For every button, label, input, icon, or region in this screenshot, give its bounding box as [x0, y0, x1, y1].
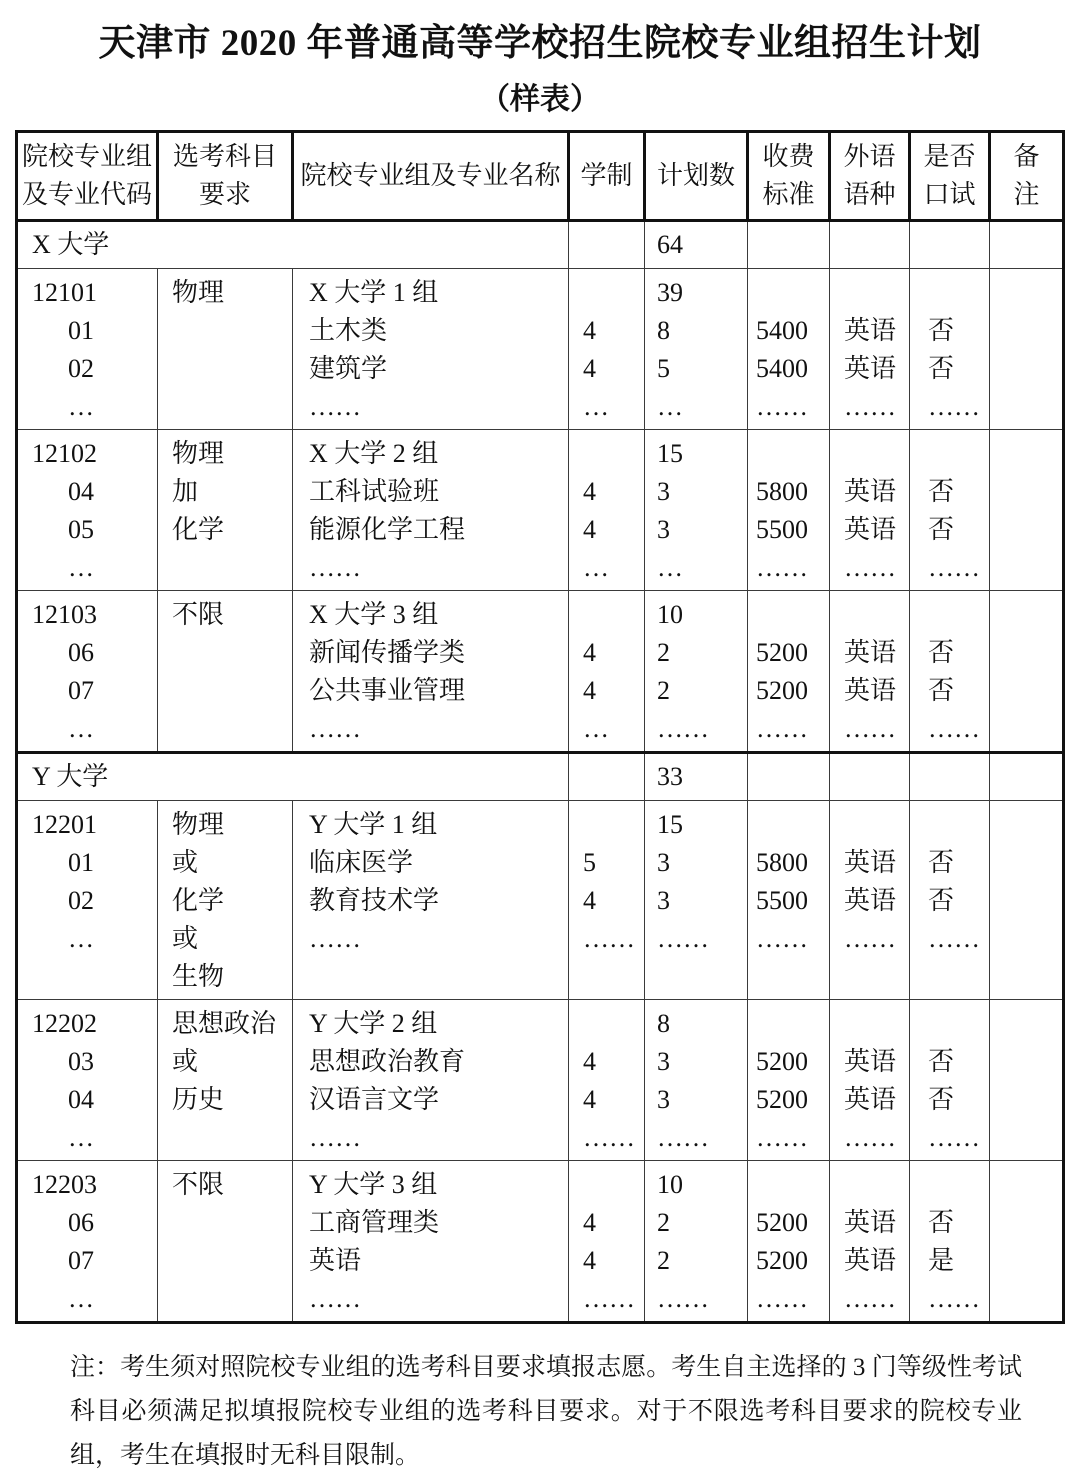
cell-line: 5200 — [756, 676, 808, 705]
cell-line: …… — [844, 714, 896, 743]
cell-line: 4 — [583, 638, 596, 667]
cell-line: … — [68, 1123, 94, 1152]
cell-line: 10 — [657, 1170, 683, 1199]
column-header-lang — [830, 132, 910, 221]
cell-line: …… — [309, 553, 361, 582]
cell-line: 英语 — [844, 316, 897, 345]
cell-line: … — [657, 553, 683, 582]
cell-line: 物理 — [172, 278, 225, 307]
column-header-plan — [645, 132, 748, 221]
cell-line: 化学 — [172, 886, 225, 915]
group-row-12103 — [17, 591, 1064, 753]
cell-line — [844, 1166, 909, 1204]
university-name: X 大学 — [17, 221, 569, 269]
cell-lang — [830, 591, 910, 753]
cell-line: 8 — [657, 1009, 670, 1038]
cell-line: …… — [928, 714, 980, 743]
cell-line: 否 — [928, 676, 955, 705]
cell-line: 05 — [68, 515, 94, 544]
cell-line: …… — [309, 1123, 361, 1152]
cell-years — [569, 1161, 645, 1323]
cell-line: …… — [844, 1284, 896, 1313]
cell-line: 8 — [657, 316, 670, 345]
group-row-12203 — [17, 1161, 1064, 1323]
cell-line: 新闻传播学类 — [309, 638, 466, 667]
cell-line: 思想政治 — [172, 1009, 277, 1038]
cell-line: … — [583, 392, 609, 421]
cell-remark — [990, 430, 1064, 591]
cell-line: 2 — [657, 676, 670, 705]
cell-line: 5400 — [756, 316, 808, 345]
cell-line: 5800 — [756, 477, 808, 506]
cell-line: 否 — [928, 354, 955, 383]
cell-line: 英语 — [844, 676, 897, 705]
cell-plan — [645, 269, 748, 430]
cell-line: …… — [657, 714, 709, 743]
cell-line: 3 — [657, 1085, 670, 1114]
cell-line — [844, 274, 909, 312]
cell-lang — [830, 269, 910, 430]
cell-line: 能源化学工程 — [309, 515, 466, 544]
cell-line: 39 — [657, 278, 683, 307]
cell-line: 5200 — [756, 638, 808, 667]
column-header-line: 及专业代码 — [21, 180, 152, 209]
cell-years — [569, 269, 645, 430]
column-header-line: 备 — [1013, 142, 1040, 171]
cell-line: 4 — [583, 515, 596, 544]
cell-line: 公共事业管理 — [309, 676, 466, 705]
cell-line: …… — [844, 392, 896, 421]
cell-code — [17, 1000, 158, 1161]
cell-line: 3 — [657, 848, 670, 877]
university-remark-cell — [990, 221, 1064, 269]
cell-code — [17, 430, 158, 591]
cell-line: …… — [583, 924, 635, 953]
cell-line: 否 — [928, 1208, 955, 1237]
cell-line — [583, 806, 644, 844]
cell-line: 物理 — [172, 439, 225, 468]
cell-line: 生物 — [172, 962, 225, 991]
cell-line: 5200 — [756, 1246, 808, 1275]
cell-line: 12201 — [32, 810, 97, 839]
cell-line: 5200 — [756, 1208, 808, 1237]
cell-remark — [990, 1161, 1064, 1323]
cell-line — [928, 1005, 989, 1043]
cell-line: 4 — [583, 676, 596, 705]
cell-lang — [830, 1161, 910, 1323]
cell-line — [756, 435, 829, 473]
cell-remark — [990, 269, 1064, 430]
cell-name — [293, 591, 569, 753]
cell-line — [928, 596, 989, 634]
cell-line: 否 — [928, 848, 955, 877]
group-row-12101 — [17, 269, 1064, 430]
cell-line: 教育技术学 — [309, 886, 440, 915]
cell-line: 4 — [583, 1047, 596, 1076]
cell-subject — [158, 591, 293, 753]
cell-line: …… — [928, 553, 980, 582]
cell-fee — [748, 591, 830, 753]
cell-line — [756, 274, 829, 312]
cell-lang — [830, 801, 910, 1000]
university-lang-cell — [830, 221, 910, 269]
cell-oral — [910, 269, 990, 430]
cell-line: … — [68, 714, 94, 743]
cell-line: 06 — [68, 638, 94, 667]
cell-line: 4 — [583, 477, 596, 506]
cell-line: 是 — [928, 1246, 955, 1275]
cell-oral — [910, 1000, 990, 1161]
page-title: 天津市 2020 年普通高等学校招生院校专业组招生计划 — [98, 23, 982, 64]
cell-name — [293, 430, 569, 591]
cell-subject — [158, 1161, 293, 1323]
cell-line: 5400 — [756, 354, 808, 383]
column-header-years — [569, 132, 645, 221]
university-fee-cell — [748, 753, 830, 801]
cell-line: 英语 — [844, 477, 897, 506]
cell-line: 5500 — [756, 515, 808, 544]
cell-line: …… — [844, 924, 896, 953]
cell-line: …… — [844, 1123, 896, 1152]
cell-line: …… — [583, 1284, 635, 1313]
column-header-line: 注 — [1013, 180, 1040, 209]
university-oral-cell — [910, 753, 990, 801]
cell-line: … — [583, 714, 609, 743]
cell-remark — [990, 591, 1064, 753]
university-name: Y 大学 — [17, 753, 569, 801]
cell-line: … — [657, 392, 683, 421]
cell-line — [928, 274, 989, 312]
university-plan-total: 64 — [645, 221, 748, 269]
cell-line: 或 — [172, 1047, 199, 1076]
cell-line: … — [68, 1284, 94, 1313]
column-header-line: 是否 — [923, 142, 976, 171]
table-body — [17, 221, 1064, 1323]
cell-line: 04 — [68, 1085, 94, 1114]
cell-plan — [645, 801, 748, 1000]
page-subtitle: （样表） — [480, 83, 600, 116]
column-header-line: 要求 — [198, 180, 251, 209]
cell-lang — [830, 1000, 910, 1161]
cell-line: 否 — [928, 1047, 955, 1076]
cell-line: 5500 — [756, 886, 808, 915]
cell-years — [569, 591, 645, 753]
cell-years — [569, 430, 645, 591]
cell-line: 否 — [928, 515, 955, 544]
cell-line: 英语 — [844, 515, 897, 544]
cell-code — [17, 591, 158, 753]
cell-line: 工商管理类 — [309, 1208, 440, 1237]
cell-line: 3 — [657, 477, 670, 506]
cell-line: … — [68, 924, 94, 953]
university-row — [17, 221, 1064, 269]
cell-subject — [158, 430, 293, 591]
cell-line — [583, 274, 644, 312]
cell-fee — [748, 430, 830, 591]
cell-name — [293, 1000, 569, 1161]
cell-line: 4 — [583, 354, 596, 383]
cell-line: …… — [657, 1284, 709, 1313]
cell-line: 15 — [657, 810, 683, 839]
cell-line: 英语 — [844, 848, 897, 877]
cell-line: 4 — [583, 1085, 596, 1114]
cell-line — [583, 1005, 644, 1043]
university-fee-cell — [748, 221, 830, 269]
cell-line: 07 — [68, 1246, 94, 1275]
cell-line: 5 — [583, 848, 596, 877]
cell-line: 思想政治教育 — [309, 1047, 466, 1076]
cell-line — [756, 1005, 829, 1043]
cell-line: 英语 — [844, 1208, 897, 1237]
column-header-line: 选考科目 — [172, 142, 277, 171]
cell-line: 英语 — [844, 886, 897, 915]
cell-line: 工科试验班 — [309, 477, 440, 506]
cell-line: 3 — [657, 515, 670, 544]
cell-remark — [990, 801, 1064, 1000]
university-plan-total: 33 — [645, 753, 748, 801]
cell-line: …… — [657, 1123, 709, 1152]
cell-line — [844, 435, 909, 473]
university-row — [17, 753, 1064, 801]
cell-line: 12102 — [32, 439, 97, 468]
cell-name — [293, 269, 569, 430]
column-header-line: 计划数 — [656, 161, 735, 190]
group-row-12102 — [17, 430, 1064, 591]
admission-plan-table — [15, 130, 1065, 1324]
cell-line: 否 — [928, 638, 955, 667]
cell-line: 加 — [172, 477, 199, 506]
cell-line: …… — [928, 1123, 980, 1152]
cell-line — [583, 596, 644, 634]
column-header-code — [17, 132, 158, 221]
cell-code — [17, 1161, 158, 1323]
cell-line — [928, 1166, 989, 1204]
cell-line: … — [583, 553, 609, 582]
cell-line: …… — [756, 553, 808, 582]
cell-line: 5 — [657, 354, 670, 383]
cell-line: 英语 — [844, 1246, 897, 1275]
cell-fee — [748, 1000, 830, 1161]
cell-code — [17, 269, 158, 430]
cell-years — [569, 1000, 645, 1161]
cell-line: …… — [309, 924, 361, 953]
cell-oral — [910, 591, 990, 753]
cell-line: X 大学 3 组 — [309, 600, 439, 629]
university-oral-cell — [910, 221, 990, 269]
cell-line: …… — [756, 1284, 808, 1313]
cell-line: 英语 — [844, 1047, 897, 1076]
column-header-line: 标准 — [762, 180, 815, 209]
cell-line: 2 — [657, 638, 670, 667]
cell-line: …… — [756, 392, 808, 421]
group-row-12202 — [17, 1000, 1064, 1161]
cell-line — [583, 435, 644, 473]
cell-plan — [645, 591, 748, 753]
cell-line — [756, 1166, 829, 1204]
cell-line — [928, 435, 989, 473]
cell-line: X 大学 2 组 — [309, 439, 439, 468]
cell-subject — [158, 269, 293, 430]
cell-line: 3 — [657, 886, 670, 915]
cell-line: 或 — [172, 848, 199, 877]
cell-line — [756, 806, 829, 844]
cell-line: 或 — [172, 924, 199, 953]
cell-oral — [910, 430, 990, 591]
cell-line — [756, 596, 829, 634]
cell-subject — [158, 801, 293, 1000]
cell-remark — [990, 1000, 1064, 1161]
cell-line — [844, 1005, 909, 1043]
cell-line: 英语 — [844, 354, 897, 383]
cell-line: 5800 — [756, 848, 808, 877]
cell-line: 历史 — [172, 1085, 225, 1114]
cell-line — [844, 806, 909, 844]
cell-line: …… — [756, 1123, 808, 1152]
column-header-line: 院校专业组 — [21, 142, 152, 171]
column-header-line: 外语 — [843, 142, 896, 171]
column-header-line: 院校专业组及专业名称 — [300, 161, 561, 190]
cell-line: 否 — [928, 477, 955, 506]
table-header — [17, 132, 1064, 221]
column-header-line: 口试 — [923, 180, 976, 209]
university-years-cell — [569, 221, 645, 269]
university-years-cell — [569, 753, 645, 801]
cell-line: …… — [756, 714, 808, 743]
cell-line: 2 — [657, 1246, 670, 1275]
cell-line: …… — [928, 392, 980, 421]
cell-line: …… — [309, 714, 361, 743]
cell-line: 01 — [68, 316, 94, 345]
group-row-12201 — [17, 801, 1064, 1000]
cell-line: 不限 — [172, 600, 225, 629]
cell-plan — [645, 430, 748, 591]
cell-line — [844, 596, 909, 634]
cell-line: …… — [309, 392, 361, 421]
cell-line: 01 — [68, 848, 94, 877]
cell-line — [583, 1166, 644, 1204]
cell-line: …… — [583, 1123, 635, 1152]
cell-code — [17, 801, 158, 1000]
cell-line: 04 — [68, 477, 94, 506]
cell-line: 4 — [583, 1208, 596, 1237]
cell-line: Y 大学 1 组 — [309, 810, 438, 839]
cell-plan — [645, 1000, 748, 1161]
cell-lang — [830, 430, 910, 591]
cell-line: …… — [657, 924, 709, 953]
cell-line: …… — [844, 553, 896, 582]
cell-line: 10 — [657, 600, 683, 629]
cell-line: 2 — [657, 1208, 670, 1237]
cell-line: 汉语言文学 — [309, 1085, 440, 1114]
column-header-line: 语种 — [843, 180, 896, 209]
cell-line: 4 — [583, 1246, 596, 1275]
column-header-subject — [158, 132, 293, 221]
column-header-remark — [990, 132, 1064, 221]
cell-fee — [748, 269, 830, 430]
cell-oral — [910, 1161, 990, 1323]
header-row — [17, 132, 1064, 221]
column-header-oral — [910, 132, 990, 221]
cell-years — [569, 801, 645, 1000]
cell-line: …… — [309, 1284, 361, 1313]
cell-line: 英语 — [309, 1246, 362, 1275]
cell-subject — [158, 1000, 293, 1161]
cell-line: 英语 — [844, 638, 897, 667]
column-header-fee — [748, 132, 830, 221]
cell-line: 物理 — [172, 810, 225, 839]
cell-line: 否 — [928, 886, 955, 915]
cell-line: 化学 — [172, 515, 225, 544]
cell-line: X 大学 1 组 — [309, 278, 439, 307]
footnote: 注：考生须对照院校专业组的选考科目要求填报志愿。考生自主选择的 3 门等级性考试科目必须满足拟填报院校专业组的选考科目要求。对于不限选考科目要求的院校专业组，考生在填报时无科目限制。 — [70, 1354, 1022, 1469]
cell-line: … — [68, 553, 94, 582]
cell-line: 建筑学 — [309, 354, 388, 383]
cell-line: 不限 — [172, 1170, 225, 1199]
cell-line: …… — [928, 1284, 980, 1313]
cell-line: 英语 — [844, 1085, 897, 1114]
university-lang-cell — [830, 753, 910, 801]
cell-line: 12202 — [32, 1009, 97, 1038]
cell-name — [293, 801, 569, 1000]
cell-line: Y 大学 2 组 — [309, 1009, 438, 1038]
cell-line: 土木类 — [309, 316, 388, 345]
cell-oral — [910, 801, 990, 1000]
cell-line: 06 — [68, 1208, 94, 1237]
cell-line: 12101 — [32, 278, 97, 307]
column-header-line: 学制 — [580, 161, 633, 190]
cell-line: 07 — [68, 676, 94, 705]
cell-line: …… — [756, 924, 808, 953]
cell-line: 15 — [657, 439, 683, 468]
cell-line: Y 大学 3 组 — [309, 1170, 438, 1199]
cell-line: 临床医学 — [309, 848, 414, 877]
column-header-name — [293, 132, 569, 221]
cell-fee — [748, 1161, 830, 1323]
cell-line: 12103 — [32, 600, 97, 629]
cell-line: 4 — [583, 316, 596, 345]
cell-name — [293, 1161, 569, 1323]
column-header-line: 收费 — [762, 142, 815, 171]
cell-line: 3 — [657, 1047, 670, 1076]
university-remark-cell — [990, 753, 1064, 801]
cell-line: 5200 — [756, 1047, 808, 1076]
cell-line: …… — [928, 924, 980, 953]
cell-line: 5200 — [756, 1085, 808, 1114]
page — [0, 12, 1080, 1478]
cell-plan — [645, 1161, 748, 1323]
cell-line: … — [68, 392, 94, 421]
cell-line — [928, 806, 989, 844]
cell-line: 否 — [928, 1085, 955, 1114]
cell-line: 02 — [68, 354, 94, 383]
cell-line: 否 — [928, 316, 955, 345]
cell-line: 12203 — [32, 1170, 97, 1199]
cell-line: 02 — [68, 886, 94, 915]
cell-line: 4 — [583, 886, 596, 915]
cell-line: 03 — [68, 1047, 94, 1076]
cell-fee — [748, 801, 830, 1000]
